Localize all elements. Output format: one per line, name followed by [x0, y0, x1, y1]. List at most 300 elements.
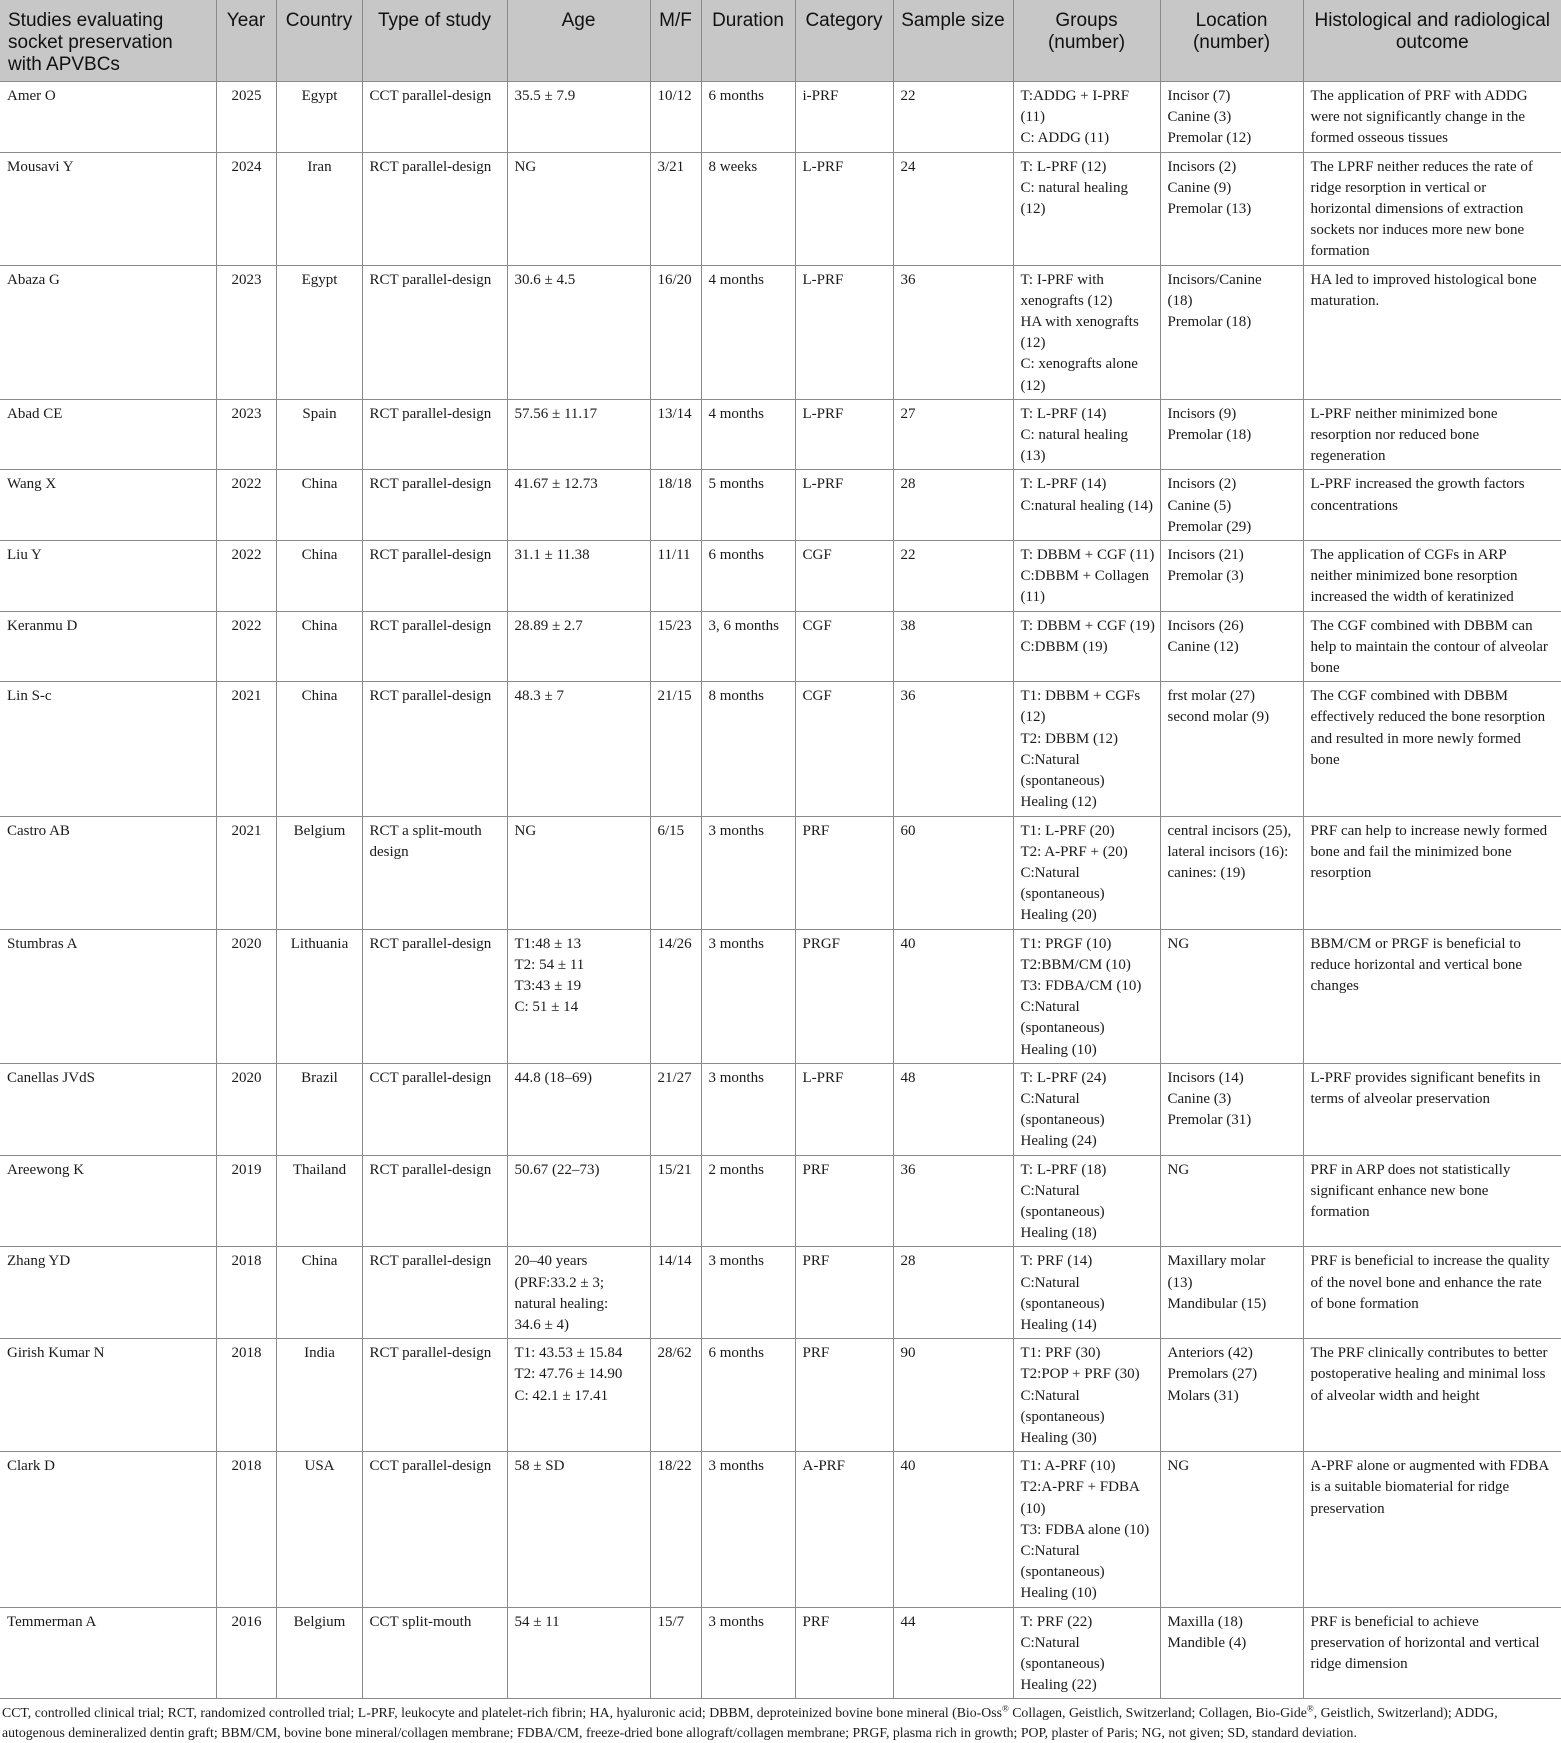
cell-type [362, 1247, 507, 1339]
cell-groups-line: T:ADDG + I-PRF [1020, 88, 1130, 104]
cell-outcome-line: L-PRF neither minimized bone [1310, 405, 1498, 422]
cell-outcome-line: BBM/CM or PRGF is beneficial to [1310, 935, 1521, 952]
cell-study: Mousavi Y [0, 152, 216, 265]
cell-study: Keranmu D [0, 611, 216, 682]
cell-groups-line: C: natural healing [1020, 179, 1128, 196]
cell-age [507, 541, 650, 612]
cell-mf: 15/21 [650, 1155, 701, 1247]
cell-age [507, 1607, 650, 1699]
table-row [0, 541, 1561, 612]
cell-age [507, 1339, 650, 1452]
cell-age [507, 929, 650, 1063]
cell-study: Amer O [0, 82, 216, 153]
cell-groups-line: (12) [1020, 377, 1046, 394]
cell-groups-line: T3: FDBA alone (10) [1020, 1521, 1150, 1538]
cell-country: Brazil [276, 1063, 362, 1155]
cell-groups-line: (spontaneous) [1020, 1408, 1105, 1425]
cell-country: USA [276, 1452, 362, 1607]
cell-groups [1013, 265, 1160, 399]
cell-mf: 18/18 [650, 470, 701, 541]
cell-duration: 6 months [701, 1339, 795, 1452]
cell-study: Castro AB [0, 816, 216, 929]
header-sample-size: Sample size [893, 0, 1013, 82]
cell-type [362, 1063, 507, 1155]
cell-country: Iran [276, 152, 362, 265]
cell-outcome-line: preservation of horizontal and vertical [1310, 1634, 1540, 1651]
cell-location-line: Maxillary molar [1167, 1253, 1266, 1270]
cell-year: 2020 [216, 1063, 276, 1155]
cell-age-line: 30.6 ± 4.5 [514, 271, 576, 288]
cell-location-line: Canine (3) [1167, 109, 1232, 126]
cell-age-line: T3:43 ± 19 [514, 977, 582, 994]
cell-age [507, 1247, 650, 1339]
table-row [0, 82, 1561, 153]
cell-outcome-line: changes [1310, 977, 1359, 994]
cell-age-line: 20–40 years [514, 1253, 588, 1270]
cell-mf: 15/7 [650, 1607, 701, 1699]
cell-sample-size: 48 [893, 1063, 1013, 1155]
cell-groups-line: HA with xenografts [1020, 314, 1139, 331]
cell-type [362, 929, 507, 1063]
cell-groups-line: C:Natural [1020, 864, 1080, 881]
cell-category: A-PRF [795, 1452, 893, 1607]
cell-country: Egypt [276, 265, 362, 399]
cell-country: Thailand [276, 1155, 362, 1247]
cell-location [1160, 611, 1303, 682]
cell-outcome [1303, 152, 1561, 265]
cell-type-line: RCT parallel-design [369, 935, 492, 952]
footnote-text: , Geistlich, Switzerland); ADDG, [1313, 1705, 1498, 1721]
cell-outcome [1303, 1607, 1561, 1699]
cell-category: i-PRF [795, 82, 893, 153]
cell-outcome [1303, 1063, 1561, 1155]
cell-category: L-PRF [795, 399, 893, 470]
table-row [0, 929, 1561, 1063]
cell-sample-size: 60 [893, 816, 1013, 929]
cell-groups-line: (spontaneous) [1020, 886, 1105, 903]
cell-mf: 14/26 [650, 929, 701, 1063]
cell-outcome-line: PRF is beneficial to increase the quality [1310, 1253, 1550, 1270]
cell-location-line: Premolar (12) [1167, 130, 1252, 147]
cell-groups [1013, 816, 1160, 929]
cell-country: Egypt [276, 82, 362, 153]
header-outcome: Histological and radiological outcome [1303, 0, 1561, 82]
cell-sample-size: 28 [893, 1247, 1013, 1339]
cell-groups-line: (10) [1020, 1500, 1046, 1517]
cell-location [1160, 152, 1303, 265]
cell-outcome [1303, 816, 1561, 929]
cell-year: 2022 [216, 541, 276, 612]
cell-outcome-line: of the novel bone and enhance the rate [1310, 1274, 1542, 1291]
cell-outcome-line: bone and fail the minimized bone [1310, 843, 1512, 860]
cell-outcome-line: The CGF combined with DBBM [1310, 688, 1508, 705]
cell-age [507, 152, 650, 265]
cell-outcome-line: The application of PRF with ADDG [1310, 88, 1528, 104]
cell-location-line: Premolar (18) [1167, 314, 1252, 331]
cell-groups-line: T: L-PRF (12) [1020, 158, 1107, 175]
table-row [0, 1607, 1561, 1699]
table-row [0, 611, 1561, 682]
cell-outcome [1303, 929, 1561, 1063]
cell-outcome-line: of bone formation [1310, 1295, 1419, 1312]
cell-outcome-line: concentrations [1310, 497, 1398, 514]
cell-type [362, 82, 507, 153]
cell-type [362, 265, 507, 399]
cell-age [507, 399, 650, 470]
cell-groups-line: T: DBBM + CGF (19) [1020, 617, 1155, 634]
cell-groups-line: T2: A-PRF + (20) [1020, 843, 1128, 860]
cell-category: PRF [795, 1339, 893, 1452]
cell-location-line: (13) [1167, 1274, 1193, 1291]
cell-location [1160, 929, 1303, 1063]
cell-outcome-line: A-PRF alone or augmented with FDBA [1310, 1458, 1550, 1475]
cell-groups-line: T1: PRF (30) [1020, 1345, 1101, 1362]
cell-duration: 3 months [701, 929, 795, 1063]
registered-mark: ® [1001, 1703, 1009, 1714]
cell-groups-line: T: DBBM + CGF (11) [1020, 547, 1155, 564]
cell-mf: 14/14 [650, 1247, 701, 1339]
cell-age-line: NG [514, 158, 537, 175]
cell-sample-size: 22 [893, 541, 1013, 612]
cell-duration: 4 months [701, 265, 795, 399]
cell-outcome-line: significant enhance new bone [1310, 1182, 1489, 1199]
footnote-line [2, 1703, 1557, 1723]
footnote-text: autogenous demineralized dentin graft; BBM/CM, bovine bone mineral/collagen membrane; FDBA/CM, freeze-dried bone allograft/collagen membrane; PRGF, plasma rich in growth; POP, plaster of Paris; NG, not given; SD, standard deviation. [2, 1725, 1357, 1741]
cell-groups-line: T2:A-PRF + FDBA [1020, 1479, 1140, 1496]
cell-outcome-line: formation [1310, 243, 1370, 260]
cell-groups-line: (spontaneous) [1020, 773, 1105, 790]
cell-groups-line: T: PRF (14) [1020, 1253, 1093, 1270]
cell-duration: 8 weeks [701, 152, 795, 265]
cell-outcome-line: The PRF clinically contributes to better [1310, 1345, 1548, 1362]
cell-outcome [1303, 611, 1561, 682]
cell-year: 2018 [216, 1247, 276, 1339]
cell-outcome-line: ridge dimension [1310, 1656, 1408, 1673]
header-groups: Groups (number) [1013, 0, 1160, 82]
cell-groups [1013, 541, 1160, 612]
table-row [0, 399, 1561, 470]
cell-age-line: 58 ± SD [514, 1458, 565, 1475]
cell-location-line: Mandibular (15) [1167, 1295, 1267, 1312]
cell-country: China [276, 611, 362, 682]
cell-year: 2024 [216, 152, 276, 265]
cell-outcome [1303, 682, 1561, 816]
cell-year: 2019 [216, 1155, 276, 1247]
cell-location-line: Incisors (14) [1167, 1069, 1244, 1086]
cell-groups-line: T1: A-PRF (10) [1020, 1458, 1116, 1475]
cell-age-line: 44.8 (18–69) [514, 1069, 592, 1086]
table-row [0, 1339, 1561, 1452]
cell-country: Belgium [276, 816, 362, 929]
cell-groups-line: T1: PRGF (10) [1020, 935, 1112, 952]
cell-location [1160, 399, 1303, 470]
cell-type-line: RCT parallel-design [369, 158, 492, 175]
cell-location-line: Canine (9) [1167, 179, 1232, 196]
cell-location-line: Incisor (7) [1167, 88, 1231, 104]
cell-age [507, 682, 650, 816]
cell-groups-line: C:Natural [1020, 1543, 1080, 1559]
cell-outcome-line: postoperative healing and minimal loss [1310, 1366, 1546, 1383]
cell-groups-line: Healing (20) [1020, 907, 1097, 924]
cell-location-line: (18) [1167, 292, 1193, 309]
table-row [0, 152, 1561, 265]
cell-duration: 3 months [701, 1247, 795, 1339]
cell-age-line: 41.67 ± 12.73 [514, 476, 598, 493]
cell-location [1160, 470, 1303, 541]
cell-category: PRF [795, 1155, 893, 1247]
cell-age-line: 34.6 ± 4) [514, 1316, 569, 1333]
cell-outcome-line: The CGF combined with DBBM can [1310, 617, 1533, 634]
cell-duration: 8 months [701, 682, 795, 816]
cell-groups-line: (spontaneous) [1020, 1020, 1105, 1037]
cell-sample-size: 38 [893, 611, 1013, 682]
cell-age-line: 35.5 ± 7.9 [514, 88, 576, 104]
cell-outcome [1303, 82, 1561, 153]
header-country: Country [276, 0, 362, 82]
cell-groups [1013, 1452, 1160, 1607]
cell-sample-size: 28 [893, 470, 1013, 541]
cell-outcome-line: resorption [1310, 864, 1372, 881]
cell-study: Wang X [0, 470, 216, 541]
cell-location-line: Anteriors (42) [1167, 1345, 1253, 1362]
table-row [0, 682, 1561, 816]
cell-groups-line: (12) [1020, 335, 1046, 352]
cell-outcome-line: increased the width of keratinized [1310, 589, 1514, 606]
cell-groups [1013, 152, 1160, 265]
cell-type-line: RCT parallel-design [369, 547, 492, 564]
cell-outcome-line: were not significantly change in the [1310, 109, 1526, 126]
cell-category: L-PRF [795, 265, 893, 399]
cell-groups-line: T2:POP + PRF (30) [1020, 1366, 1140, 1383]
cell-location-line: Premolar (18) [1167, 427, 1252, 444]
cell-groups-line: (12) [1020, 201, 1046, 218]
cell-groups-line: C:Natural [1020, 1274, 1080, 1291]
cell-groups-line: C:Natural [1020, 999, 1080, 1016]
cell-groups-line: Healing (30) [1020, 1429, 1097, 1446]
cell-year: 2016 [216, 1607, 276, 1699]
cell-groups-line: Healing (22) [1020, 1677, 1097, 1694]
cell-age [507, 470, 650, 541]
cell-type-line: CCT parallel-design [369, 88, 492, 104]
header-age: Age [507, 0, 650, 82]
cell-groups-line: T1: DBBM + CGFs [1020, 688, 1141, 705]
cell-groups-line: T: L-PRF (14) [1020, 405, 1107, 422]
cell-outcome-line: terms of alveolar preservation [1310, 1090, 1491, 1107]
cell-location-line: Incisors (9) [1167, 405, 1237, 422]
cell-type [362, 470, 507, 541]
cell-country: China [276, 541, 362, 612]
cell-location-line: NG [1167, 1161, 1190, 1178]
cell-groups [1013, 399, 1160, 470]
cell-age-line: C: 51 ± 14 [514, 999, 579, 1016]
cell-outcome-line: is a suitable biomaterial for ridge [1310, 1479, 1510, 1496]
cell-outcome-line: and resulted in more newly formed [1310, 730, 1521, 747]
cell-groups [1013, 1063, 1160, 1155]
cell-location-line: Incisors (26) [1167, 617, 1244, 634]
cell-location-line: Premolar (31) [1167, 1112, 1252, 1129]
cell-type [362, 541, 507, 612]
footnote-text: Collagen, Geistlich, Switzerland; Collagen, Bio-Gide [1008, 1705, 1307, 1721]
cell-age-line: 54 ± 11 [514, 1613, 560, 1630]
cell-location-line: Canine (3) [1167, 1090, 1232, 1107]
cell-groups-line: T2:BBM/CM (10) [1020, 956, 1131, 973]
header-type: Type of study [362, 0, 507, 82]
cell-mf: 3/21 [650, 152, 701, 265]
cell-location-line: NG [1167, 1458, 1190, 1475]
cell-type-line: RCT parallel-design [369, 688, 492, 705]
cell-groups [1013, 611, 1160, 682]
header-year: Year [216, 0, 276, 82]
cell-year: 2021 [216, 682, 276, 816]
cell-sample-size: 44 [893, 1607, 1013, 1699]
cell-age-line: T2: 47.76 ± 14.90 [514, 1366, 623, 1383]
cell-location [1160, 265, 1303, 399]
cell-duration: 3, 6 months [701, 611, 795, 682]
cell-location [1160, 1339, 1303, 1452]
cell-outcome-line: L-PRF provides significant benefits in [1310, 1069, 1541, 1086]
cell-age [507, 1452, 650, 1607]
cell-age-line: NG [514, 822, 537, 839]
cell-location-line: Canine (12) [1167, 638, 1239, 655]
cell-country: China [276, 470, 362, 541]
header-study: Studies evaluating socket preservation with APVBCs [0, 0, 216, 82]
cell-outcome-line: The LPRF neither reduces the rate of [1310, 158, 1533, 175]
cell-type-line: RCT a split-mouth [369, 822, 482, 839]
cell-location-line: second molar (9) [1167, 709, 1270, 726]
cell-groups-line: T: L-PRF (18) [1020, 1161, 1107, 1178]
cell-year: 2023 [216, 265, 276, 399]
cell-duration: 2 months [701, 1155, 795, 1247]
cell-sample-size: 24 [893, 152, 1013, 265]
cell-study: Lin S-c [0, 682, 216, 816]
cell-groups [1013, 1607, 1160, 1699]
cell-type [362, 1452, 507, 1607]
cell-groups-line: T: L-PRF (14) [1020, 476, 1107, 493]
cell-year: 2018 [216, 1452, 276, 1607]
cell-type-line: RCT parallel-design [369, 1161, 492, 1178]
cell-groups-line: T: I-PRF with [1020, 271, 1104, 288]
cell-age-line: 48.3 ± 7 [514, 688, 564, 705]
cell-country: China [276, 1247, 362, 1339]
cell-outcome-line: resorption nor reduced bone [1310, 427, 1480, 444]
cell-groups-line: (spontaneous) [1020, 1112, 1105, 1129]
cell-sample-size: 36 [893, 265, 1013, 399]
cell-sample-size: 40 [893, 1452, 1013, 1607]
cell-study: Canellas JVdS [0, 1063, 216, 1155]
cell-category: PRF [795, 816, 893, 929]
cell-mf: 10/12 [650, 82, 701, 153]
cell-groups-line: (spontaneous) [1020, 1656, 1105, 1673]
cell-groups-line: (13) [1020, 448, 1046, 465]
cell-groups [1013, 1155, 1160, 1247]
cell-location-line: Incisors (2) [1167, 476, 1237, 493]
cell-groups-line: C:Natural [1020, 1634, 1080, 1651]
cell-groups-line: Healing (18) [1020, 1225, 1097, 1242]
cell-type-line: design [369, 843, 409, 860]
cell-mf: 18/22 [650, 1452, 701, 1607]
cell-groups-line: Healing (24) [1020, 1133, 1097, 1150]
cell-age [507, 82, 650, 153]
cell-groups [1013, 470, 1160, 541]
table-row [0, 1247, 1561, 1339]
cell-groups [1013, 682, 1160, 816]
cell-category: PRF [795, 1607, 893, 1699]
cell-location-line: Molars (31) [1167, 1387, 1239, 1404]
cell-sample-size: 27 [893, 399, 1013, 470]
cell-groups-line: (12) [1020, 709, 1046, 726]
cell-location-line: lateral incisors (16): [1167, 843, 1289, 860]
cell-age [507, 265, 650, 399]
cell-year: 2021 [216, 816, 276, 929]
cell-groups-line: C:Natural [1020, 751, 1080, 768]
cell-type [362, 816, 507, 929]
cell-outcome-line: PRF is beneficial to achieve [1310, 1613, 1479, 1630]
cell-age-line: 31.1 ± 11.38 [514, 547, 590, 564]
cell-groups-line: C: ADDG (11) [1020, 130, 1110, 147]
cell-duration: 6 months [701, 541, 795, 612]
cell-location-line: Maxilla (18) [1167, 1613, 1243, 1630]
cell-year: 2022 [216, 611, 276, 682]
cell-outcome-line: horizontal dimensions of extraction [1310, 201, 1524, 218]
cell-age [507, 611, 650, 682]
cell-mf: 28/62 [650, 1339, 701, 1452]
cell-age [507, 816, 650, 929]
cell-groups-line: C:DBBM + Collagen [1020, 568, 1149, 585]
cell-outcome-line: The application of CGFs in ARP [1310, 547, 1507, 564]
cell-location-line: Incisors (2) [1167, 158, 1237, 175]
cell-groups-line: (spontaneous) [1020, 1564, 1105, 1581]
cell-outcome-line: regeneration [1310, 448, 1386, 465]
cell-year: 2023 [216, 399, 276, 470]
table-row [0, 265, 1561, 399]
cell-groups [1013, 82, 1160, 153]
cell-outcome-line: of alveolar width and height [1310, 1387, 1480, 1404]
cell-location-line: canines: (19) [1167, 864, 1246, 881]
cell-type-line: RCT parallel-design [369, 617, 492, 634]
cell-location-line: frst molar (27) [1167, 688, 1255, 705]
cell-type-line: CCT split-mouth [369, 1613, 472, 1630]
cell-groups-line: xenografts (12) [1020, 292, 1113, 309]
cell-outcome-line: PRF in ARP does not statistically [1310, 1161, 1511, 1178]
cell-type-line: CCT parallel-design [369, 1458, 492, 1475]
cell-type-line: CCT parallel-design [369, 1069, 492, 1086]
cell-duration: 3 months [701, 1607, 795, 1699]
cell-location [1160, 1607, 1303, 1699]
cell-age-line: 28.89 ± 2.7 [514, 617, 583, 634]
cell-study: Abad CE [0, 399, 216, 470]
cell-duration: 6 months [701, 82, 795, 153]
cell-type-line: RCT parallel-design [369, 476, 492, 493]
cell-outcome-line: ridge resorption in vertical or [1310, 179, 1487, 196]
cell-groups-line: T: PRF (22) [1020, 1613, 1093, 1630]
cell-year: 2018 [216, 1339, 276, 1452]
cell-duration: 5 months [701, 470, 795, 541]
cell-category: CGF [795, 682, 893, 816]
cell-mf: 13/14 [650, 399, 701, 470]
table-row [0, 1155, 1561, 1247]
cell-groups [1013, 1247, 1160, 1339]
cell-study: Girish Kumar N [0, 1339, 216, 1452]
cell-mf: 6/15 [650, 816, 701, 929]
cell-outcome [1303, 399, 1561, 470]
cell-location-line: central incisors (25), [1167, 822, 1292, 839]
cell-outcome-line: maturation. [1310, 292, 1380, 309]
cell-groups-line: C: natural healing [1020, 427, 1128, 444]
cell-category: PRF [795, 1247, 893, 1339]
table-body [0, 82, 1561, 1699]
cell-category: PRGF [795, 929, 893, 1063]
cell-mf: 15/23 [650, 611, 701, 682]
